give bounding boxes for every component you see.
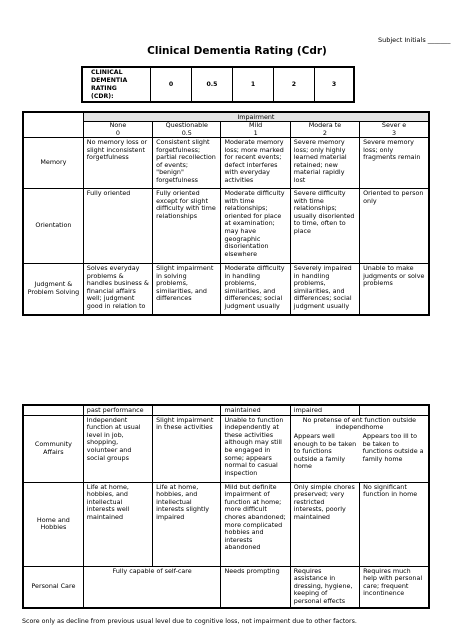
cdr-label-line: CLINICAL — [91, 68, 123, 76]
level-name: None — [109, 121, 127, 129]
community-moderate-cell: Appears well enough to be taken to functions outside a family home — [290, 432, 359, 482]
table-row-judgment — [23, 264, 429, 315]
row-label-judgment: Judgment & Problem Solving — [23, 264, 83, 315]
level-score: 0 — [115, 128, 120, 137]
continuation-mild-cell: maintained — [221, 405, 290, 415]
cdr-score-1[interactable]: 1 — [232, 68, 273, 101]
memory-moderate-cell: Severe memory loss; only highly learned material retained; new material rapidly lost — [290, 138, 359, 189]
subject-initials: Subject Initials _______ — [378, 36, 451, 44]
cdr-label-line: (CDR): — [91, 92, 114, 100]
continuation-severe-cell — [360, 405, 429, 415]
level-name: Sever e — [381, 121, 407, 129]
personal-care-none-questionable-cell: Fully capable of self-care — [83, 566, 221, 608]
continuation-none-cell: past performance — [83, 405, 152, 415]
cdr-label — [83, 68, 150, 101]
level-name: Modera te — [308, 121, 342, 129]
row-label-personal-care: Personal Care — [23, 566, 83, 608]
table-row-memory — [23, 138, 429, 189]
level-name: Questionable — [165, 121, 208, 129]
level-name: Mild — [249, 121, 263, 129]
orientation-none-cell: Fully oriented — [83, 189, 152, 264]
cdr-table-part-2 — [22, 404, 430, 609]
page-title: Clinical Dementia Rating (Cdr) — [147, 45, 327, 57]
row-label-home: Home and Hobbies — [23, 482, 83, 566]
cdr-score-3[interactable]: 3 — [314, 68, 353, 101]
cdr-label-line: RATING — [91, 84, 117, 92]
orientation-mild-cell: Moderate difficulty with time relationships; oriented for place at examination; may have geographic disorientation elsewhere — [221, 189, 290, 264]
level-score: 2 — [322, 128, 327, 137]
continuation-questionable-cell — [153, 405, 221, 415]
memory-none-cell: No memory loss or slight inconsistent forgetfulness — [83, 138, 152, 189]
orientation-severe-cell: Oriented to person only — [360, 189, 429, 264]
table-row-home — [23, 482, 429, 566]
orientation-moderate-cell: Severe difficulty with time relationships; usually disoriented to time, often to place — [290, 189, 359, 264]
level-score: 0.5 — [181, 128, 192, 137]
table-row-community — [23, 415, 429, 432]
impairment-header: Impairment — [83, 112, 429, 122]
judgment-questionable-cell: Slight impairment in solving problems, similarities, and differences — [153, 264, 221, 315]
home-mild-cell: Mild but definite impairment of function at home; more difficult chores abandoned; more complicated hobbies and interests abandoned — [221, 482, 290, 566]
cdr-score-0[interactable]: 0 — [150, 68, 191, 101]
judgment-none-cell: Solves everyday problems & handles business & financial affairs well; judgment good in relation to — [83, 264, 152, 315]
personal-care-moderate-cell: Requires assistance in dressing, hygiene, keeping of personal effects — [290, 566, 359, 608]
community-questionable-cell: Slight impairment in these activities — [153, 415, 221, 482]
row-label-orientation: Orientation — [23, 189, 83, 264]
continuation-label-cell — [23, 405, 83, 415]
community-mild-cell: Unable to function independently at these activities although may still be engaged in some; appears normal to casual inspection — [221, 415, 290, 482]
footnote: Score only as decline from previous usual level due to cognitive loss, not impairment due to other factors. — [22, 618, 357, 625]
table-row-continuation — [23, 405, 429, 415]
level-questionable-header — [153, 122, 221, 138]
community-no-pretense-cell: No pretense of ent function outside independhome — [290, 415, 429, 432]
level-mild-header — [221, 122, 290, 138]
level-none-header — [83, 122, 152, 138]
level-severe-header — [360, 122, 429, 138]
row-label-community: Community Affairs — [23, 415, 83, 482]
home-questionable-cell: Life at home, hobbies, and intellectual interests slightly impaired — [153, 482, 221, 566]
cdr-score-0-5[interactable]: 0.5 — [191, 68, 232, 101]
memory-mild-cell: Moderate memory loss; more marked for recent events; defect interferes with everyday activities — [221, 138, 290, 189]
home-none-cell: Life at home, hobbies, and intellectual interests well maintained — [83, 482, 152, 566]
judgment-severe-cell: Unable to make judgments or solve problems — [360, 264, 429, 315]
personal-care-mild-cell: Needs prompting — [221, 566, 290, 608]
judgment-moderate-cell: Severely impaired in handling problems, similarities, and differences; social judgment usually — [290, 264, 359, 315]
table-row-personal-care — [23, 566, 429, 608]
memory-questionable-cell: Consistent slight forgetfulness; partial recollection of events; "benign" forgetfulness — [153, 138, 221, 189]
judgment-mild-cell: Moderate difficulty in handling problems, similarities, and differences; social judgment usually — [221, 264, 290, 315]
community-severe-cell: Appears too ill to be taken to functions outside a family home — [360, 432, 429, 482]
continuation-moderate-cell: impaired — [290, 405, 359, 415]
orientation-questionable-cell: Fully oriented except for slight difficulty with time relationships — [153, 189, 221, 264]
level-moderate-header — [290, 122, 359, 138]
home-moderate-cell: Only simple chores preserved; very restricted interests, poorly maintained — [290, 482, 359, 566]
memory-severe-cell: Severe memory loss; only fragments remain — [360, 138, 429, 189]
home-severe-cell: No significant function in home — [360, 482, 429, 566]
table-row-orientation — [23, 189, 429, 264]
cdr-label-line: DEMENTIA — [91, 76, 128, 84]
cdr-score-box — [81, 66, 355, 103]
level-score: 1 — [253, 128, 258, 137]
cdr-table-part-1 — [22, 111, 430, 316]
community-none-cell: Independent function at usual level in job, shopping, volunteer and social groups — [83, 415, 152, 482]
row-label-memory: Memory — [23, 138, 83, 189]
personal-care-severe-cell: Requires much help with personal care; frequent incontinence — [360, 566, 429, 608]
cdr-score-2[interactable]: 2 — [273, 68, 314, 101]
level-score: 3 — [392, 128, 397, 137]
corner-cell — [23, 112, 83, 138]
